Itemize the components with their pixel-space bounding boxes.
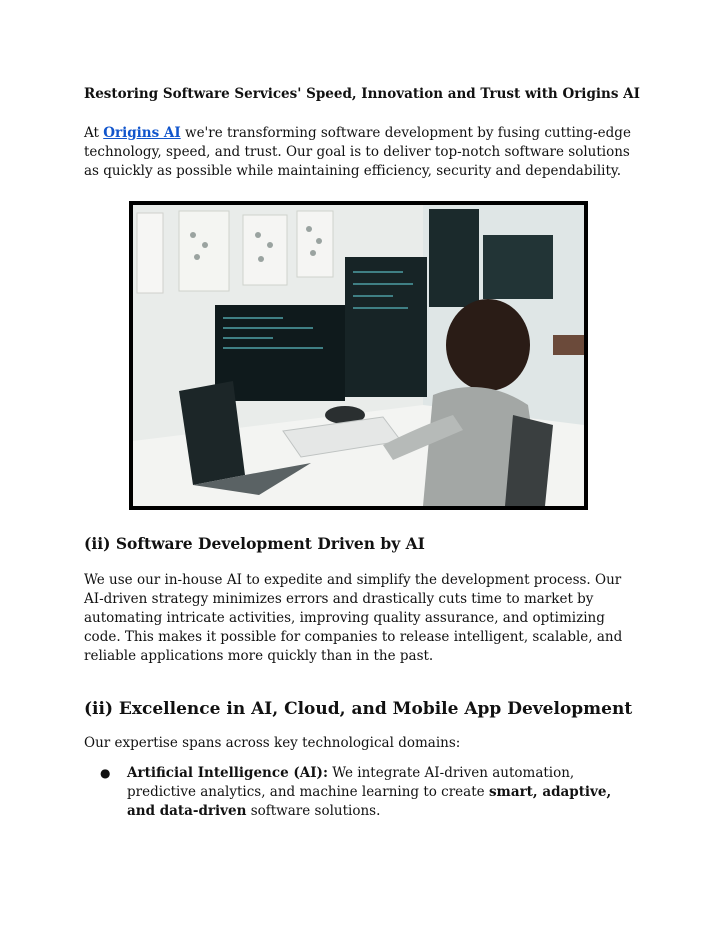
bullet-term: Artificial Intelligence (AI): bbox=[127, 765, 328, 781]
document-heading: Restoring Software Services' Speed, Innovation and Trust with Origins AI bbox=[84, 86, 640, 102]
origins-ai-link[interactable]: Origins AI bbox=[103, 125, 181, 141]
bullet-strong: smart, adaptive, and data-driven bbox=[127, 784, 612, 819]
bullet-text: We integrate AI-driven automation, predictive analytics, and machine learning to create bbox=[127, 765, 575, 800]
bullet-icon: ● bbox=[100, 766, 111, 780]
expertise-list bbox=[100, 764, 640, 821]
intro-prefix: At bbox=[84, 125, 104, 141]
section1-title: (ii) Software Development Driven by AI bbox=[84, 534, 425, 553]
developer-workspace-illustration bbox=[133, 205, 584, 506]
list-item bbox=[100, 764, 640, 821]
section2-lead: Our expertise spans across key technological domains: bbox=[84, 735, 461, 751]
bullet-tail: software solutions. bbox=[246, 803, 381, 819]
section2-title: (ii) Excellence in AI, Cloud, and Mobile App Development bbox=[84, 699, 633, 719]
office-photo bbox=[129, 201, 588, 510]
section1-body: We use our in-house AI to expedite and simplify the development process. Our AI-driven strategy minimizes errors and drastically cuts time to market by automating intricate activities, improving quality assurance, and optimizing code. This makes it possible for companies to release intelligent, scalable, and reliable applications more quickly than in the past. bbox=[84, 572, 623, 664]
intro-rest: we're transforming software development by fusing cutting-edge technology, speed, and trust. Our goal is to deliver top-notch software solutions as quickly as possible while maintaining efficiency, security and dependability. bbox=[84, 125, 631, 179]
intro-paragraph bbox=[84, 124, 644, 181]
